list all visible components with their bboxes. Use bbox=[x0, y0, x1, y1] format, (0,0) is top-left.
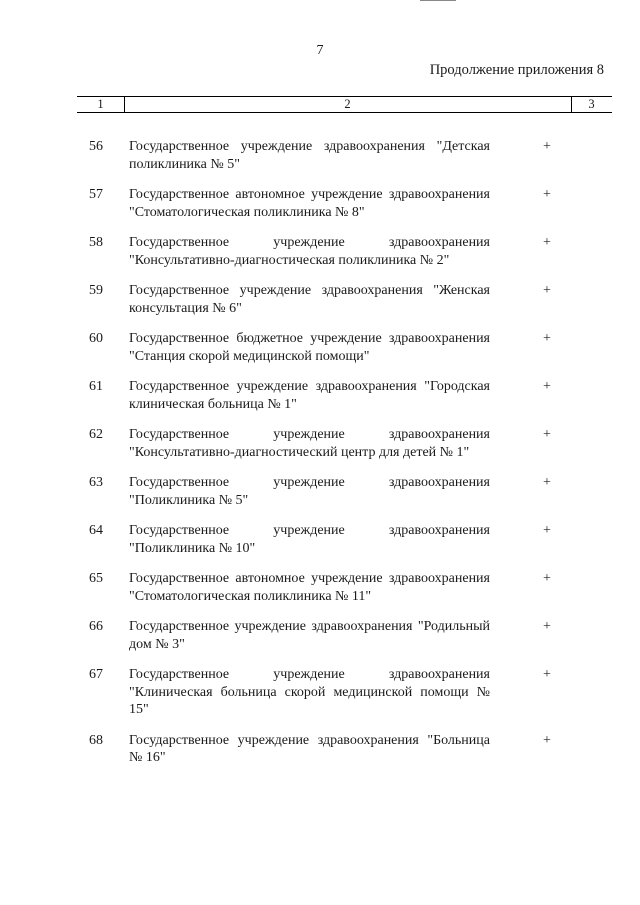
table-row bbox=[77, 138, 612, 173]
institution-list bbox=[77, 138, 612, 767]
table-row bbox=[77, 474, 612, 509]
scan-edge-mark bbox=[420, 0, 456, 1]
row-mark: + bbox=[543, 235, 551, 250]
row-number: 61 bbox=[89, 379, 103, 394]
institution-name: Государственное бюджетное учреждение здравоохранения "Станция скорой медицинской помощи" bbox=[129, 331, 490, 364]
institution-name: Государственное учреждение здравоохранения "Поликлиника № 10" bbox=[129, 523, 490, 556]
institution-name: Государственное учреждение здравоохранения "Консультативно-диагностический центр для детей № 1" bbox=[129, 427, 490, 460]
row-mark: + bbox=[543, 187, 551, 202]
row-mark: + bbox=[543, 667, 551, 682]
row-mark: + bbox=[543, 139, 551, 154]
continuation-title: Продолжение приложения 8 bbox=[429, 62, 604, 78]
institution-name: Государственное учреждение здравоохранения "Детская поликлиника № 5" bbox=[129, 139, 490, 172]
row-number: 67 bbox=[89, 667, 103, 682]
table-row bbox=[77, 186, 612, 221]
institution-name: Государственное учреждение здравоохранения "Поликлиника № 5" bbox=[129, 475, 490, 508]
row-mark: + bbox=[543, 283, 551, 298]
column-header-2: 2 bbox=[344, 97, 351, 111]
page-number: 7 bbox=[316, 43, 324, 58]
row-number: 65 bbox=[89, 571, 103, 586]
row-number: 57 bbox=[89, 187, 103, 202]
row-mark: + bbox=[543, 475, 551, 490]
row-number: 56 bbox=[89, 139, 103, 154]
table-row bbox=[77, 570, 612, 605]
table-row bbox=[77, 666, 612, 719]
table-row bbox=[77, 426, 612, 461]
table-header-bottom-rule bbox=[77, 112, 612, 113]
row-number: 58 bbox=[89, 235, 103, 250]
row-mark: + bbox=[543, 619, 551, 634]
column-header-1: 1 bbox=[97, 97, 104, 111]
row-mark: + bbox=[543, 571, 551, 586]
table-row bbox=[77, 378, 612, 413]
institution-name: Государственное учреждение здравоохранения "Больница № 16" bbox=[129, 732, 490, 765]
institution-name: Государственное автономное учреждение здравоохранения "Стоматологическая поликлиника № 8" bbox=[129, 187, 490, 220]
table-row bbox=[77, 732, 612, 767]
row-mark: + bbox=[543, 523, 551, 538]
row-mark: + bbox=[543, 379, 551, 394]
column-header-3: 3 bbox=[588, 97, 595, 111]
table-row bbox=[77, 618, 612, 653]
row-number: 60 bbox=[89, 331, 103, 346]
table-row bbox=[77, 522, 612, 557]
row-number: 68 bbox=[89, 732, 103, 748]
institution-name: Государственное автономное учреждение здравоохранения "Стоматологическая поликлиника № 11" bbox=[129, 571, 490, 604]
row-mark: + bbox=[543, 427, 551, 442]
table-header bbox=[77, 96, 612, 112]
institution-name: Государственное учреждение здравоохранения "Городская клиническая больница № 1" bbox=[129, 379, 490, 412]
row-number: 66 bbox=[89, 619, 103, 634]
institution-name: Государственное учреждение здравоохранения "Клиническая больница скорой медицинской помощи № 15" bbox=[129, 667, 490, 717]
institution-name: Государственное учреждение здравоохранения "Женская консультация № 6" bbox=[129, 283, 490, 316]
table-row bbox=[77, 234, 612, 269]
row-mark: + bbox=[543, 732, 551, 748]
row-number: 59 bbox=[89, 283, 103, 298]
row-mark: + bbox=[543, 331, 551, 346]
institution-name: Государственное учреждение здравоохранения "Родильный дом № 3" bbox=[129, 619, 490, 652]
row-number: 63 bbox=[89, 475, 103, 490]
table-row bbox=[77, 330, 612, 365]
institution-name: Государственное учреждение здравоохранения "Консультативно-диагностическая поликлиника № 2" bbox=[129, 235, 490, 268]
table-row bbox=[77, 282, 612, 317]
row-number: 64 bbox=[89, 523, 103, 538]
row-number: 62 bbox=[89, 427, 103, 442]
